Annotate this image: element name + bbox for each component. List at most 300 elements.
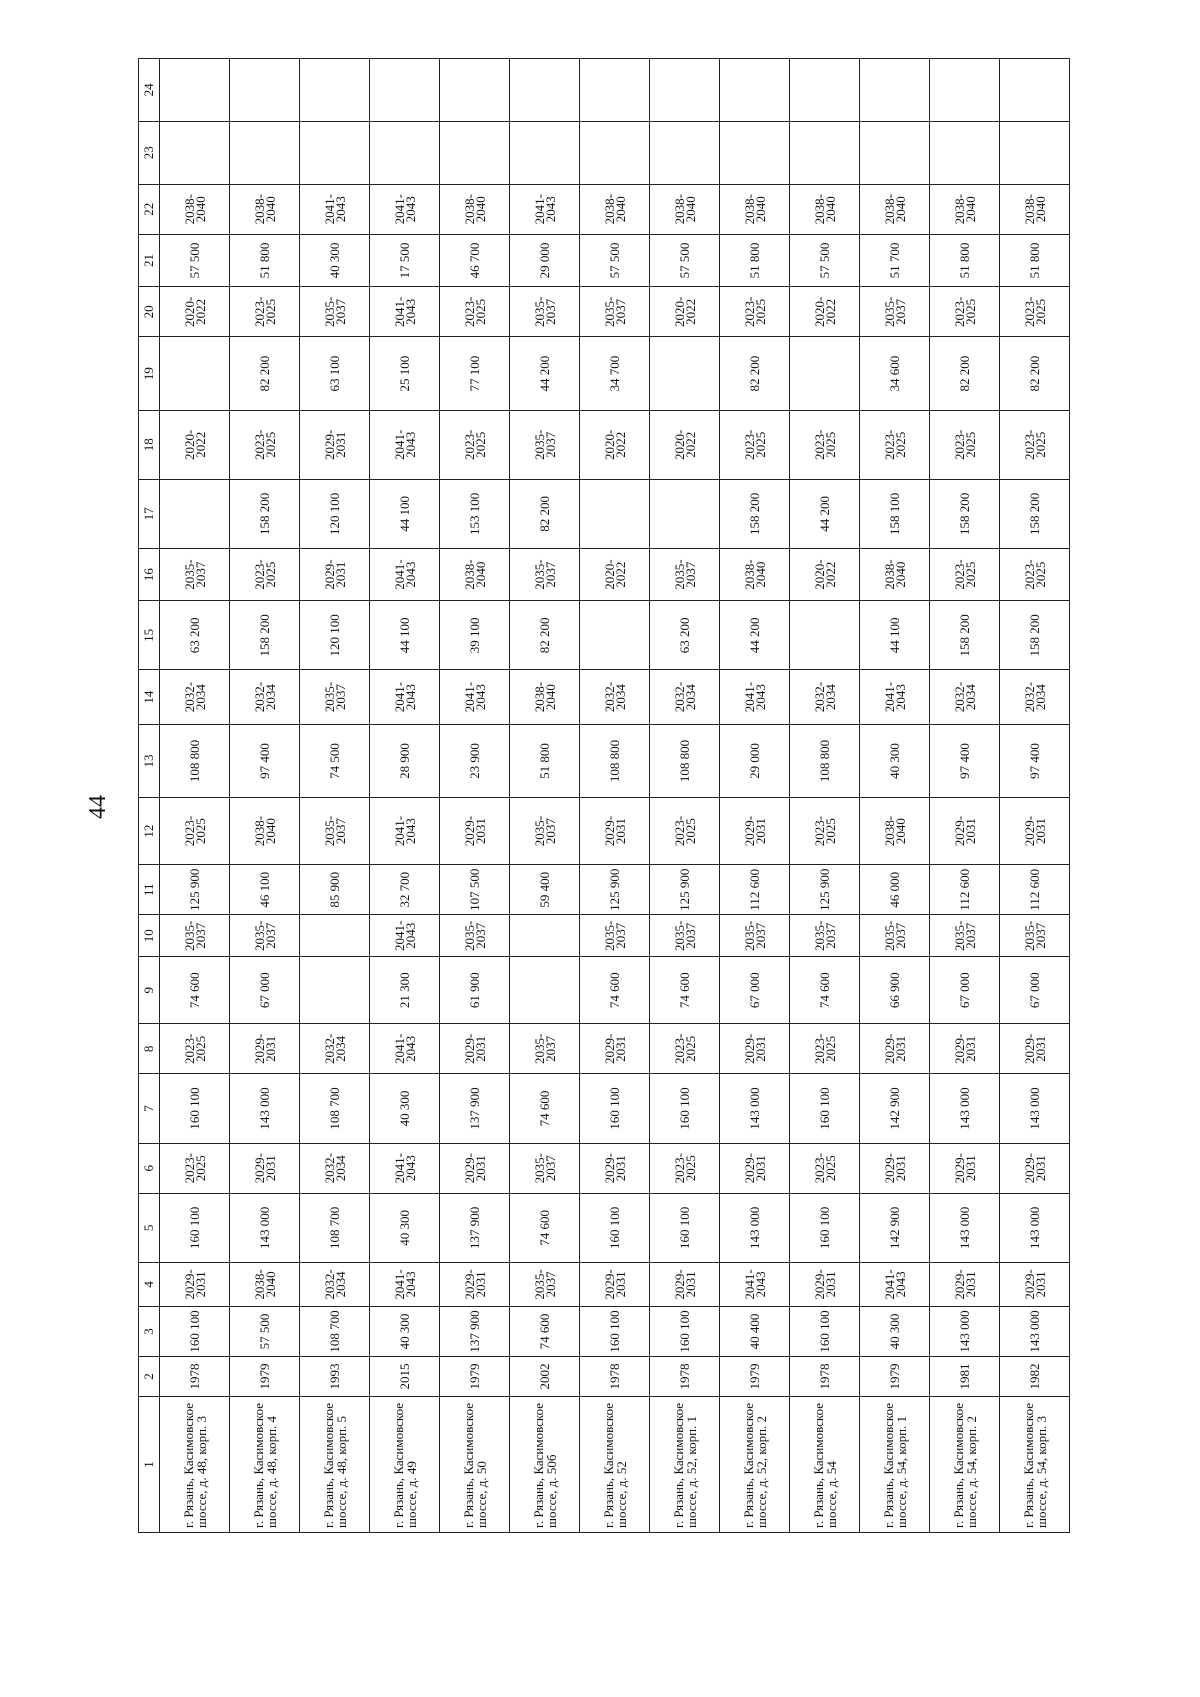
table-cell: 143 000 [230, 1074, 300, 1143]
table-cell: 108 800 [580, 724, 650, 797]
address-cell: г. Рязань, Касимовское шоссе, д. 48, корп. 4 [230, 1396, 300, 1532]
table-cell: 74 600 [650, 957, 720, 1024]
table-cell: 160 100 [650, 1193, 720, 1262]
table-cell: 2041- 2043 [370, 184, 440, 234]
table-cell: 1981 [930, 1357, 1000, 1397]
table-cell: 2038- 2040 [790, 184, 860, 234]
table-cell: 2029- 2031 [860, 1143, 930, 1193]
table-cell: 2032- 2034 [930, 670, 1000, 724]
table-cell: 2029- 2031 [160, 1262, 230, 1306]
table-cell: 2035- 2037 [510, 1024, 580, 1074]
table-cell: 158 200 [230, 479, 300, 548]
table-cell: 2020- 2022 [160, 410, 230, 479]
column-header: 23 [139, 121, 160, 184]
table-cell [860, 59, 930, 122]
table-cell: 2029- 2031 [580, 1262, 650, 1306]
table-cell: 63 100 [300, 337, 370, 410]
table-cell: 2029- 2031 [580, 798, 650, 865]
table-cell: 2029- 2031 [580, 1024, 650, 1074]
table-cell [930, 121, 1000, 184]
table-cell: 108 800 [790, 724, 860, 797]
table-cell: 2029- 2031 [930, 1024, 1000, 1074]
table-cell: 2029- 2031 [650, 1262, 720, 1306]
table-body [160, 59, 1070, 1533]
table-cell: 112 600 [720, 865, 790, 915]
table-cell: 67 000 [720, 957, 790, 1024]
table-cell [1000, 121, 1070, 184]
table-cell: 108 700 [300, 1193, 370, 1262]
column-header: 1 [139, 1396, 160, 1532]
table-cell: 2023- 2025 [230, 410, 300, 479]
table-cell: 2035- 2037 [300, 287, 370, 337]
table-cell: 2041- 2043 [300, 184, 370, 234]
table-cell: 97 400 [230, 724, 300, 797]
table-cell: 2023- 2025 [790, 1143, 860, 1193]
table-cell: 2029- 2031 [440, 1262, 510, 1306]
table-cell: 2041- 2043 [720, 1262, 790, 1306]
table-cell [160, 479, 230, 548]
table-cell: 1979 [720, 1357, 790, 1397]
table-container [138, 58, 1068, 1533]
table-cell: 44 100 [370, 601, 440, 670]
table-cell: 46 100 [230, 865, 300, 915]
table-cell: 39 100 [440, 601, 510, 670]
column-header: 18 [139, 410, 160, 479]
table-cell: 2029- 2031 [440, 798, 510, 865]
table-cell: 40 300 [300, 234, 370, 286]
table-cell [510, 957, 580, 1024]
table-row [790, 59, 860, 1533]
column-header: 9 [139, 957, 160, 1024]
table-cell: 2023- 2025 [720, 410, 790, 479]
table-cell [510, 915, 580, 957]
table-row [440, 59, 510, 1533]
table-cell: 143 000 [230, 1193, 300, 1262]
table-cell: 44 200 [720, 601, 790, 670]
table-cell: 2023- 2025 [1000, 287, 1070, 337]
repair-schedule-table [138, 58, 1070, 1533]
table-cell [790, 337, 860, 410]
table-cell: 2032- 2034 [160, 670, 230, 724]
table-cell: 2002 [510, 1357, 580, 1397]
table-cell: 108 700 [300, 1306, 370, 1356]
table-cell: 1978 [790, 1357, 860, 1397]
table-cell: 74 600 [580, 957, 650, 1024]
table-cell: 2029- 2031 [720, 798, 790, 865]
column-header: 6 [139, 1143, 160, 1193]
table-cell: 74 600 [790, 957, 860, 1024]
table-cell: 59 400 [510, 865, 580, 915]
table-cell [930, 59, 1000, 122]
table-cell: 74 600 [160, 957, 230, 1024]
table-cell: 2015 [370, 1357, 440, 1397]
table-cell: 2029- 2031 [720, 1143, 790, 1193]
table-cell: 2038- 2040 [1000, 184, 1070, 234]
table-cell: 143 000 [720, 1193, 790, 1262]
table-cell: 2023- 2025 [440, 287, 510, 337]
table-cell: 28 900 [370, 724, 440, 797]
address-cell: г. Рязань, Касимовское шоссе, д. 48, корп. 3 [160, 1396, 230, 1532]
table-cell: 2032- 2034 [580, 670, 650, 724]
table-cell: 2029- 2031 [1000, 1262, 1070, 1306]
table-cell [860, 121, 930, 184]
table-cell: 1978 [650, 1357, 720, 1397]
table-cell: 108 700 [300, 1074, 370, 1143]
column-header: 7 [139, 1074, 160, 1143]
column-header: 22 [139, 184, 160, 234]
table-cell [650, 337, 720, 410]
table-cell: 2041- 2043 [440, 670, 510, 724]
table-cell: 23 900 [440, 724, 510, 797]
table-cell: 2035- 2037 [510, 410, 580, 479]
table-cell [440, 121, 510, 184]
table-cell [300, 59, 370, 122]
table-cell: 160 100 [790, 1193, 860, 1262]
table-cell: 51 800 [930, 234, 1000, 286]
table-cell: 160 100 [160, 1193, 230, 1262]
table-header-row [139, 59, 160, 1533]
table-cell: 67 000 [230, 957, 300, 1024]
table-cell: 74 600 [510, 1074, 580, 1143]
table-cell: 158 200 [1000, 601, 1070, 670]
table-cell: 2038- 2040 [860, 184, 930, 234]
table-cell: 74 600 [510, 1193, 580, 1262]
table-cell: 2035- 2037 [1000, 915, 1070, 957]
table-cell [230, 59, 300, 122]
column-header: 20 [139, 287, 160, 337]
table-cell: 2032- 2034 [300, 1143, 370, 1193]
table-cell: 2035- 2037 [510, 1262, 580, 1306]
table-cell: 44 200 [510, 337, 580, 410]
table-cell: 57 500 [230, 1306, 300, 1356]
table-cell [720, 121, 790, 184]
table-cell: 2029- 2031 [230, 1143, 300, 1193]
table-cell: 158 200 [930, 601, 1000, 670]
column-header: 14 [139, 670, 160, 724]
table-cell: 107 500 [440, 865, 510, 915]
table-cell: 2032- 2034 [300, 1262, 370, 1306]
table-cell: 51 800 [230, 234, 300, 286]
table-cell: 2029- 2031 [440, 1024, 510, 1074]
table-cell: 120 100 [300, 601, 370, 670]
table-cell: 1982 [1000, 1357, 1070, 1397]
table-cell: 2029- 2031 [930, 1143, 1000, 1193]
table-cell [580, 479, 650, 548]
table-row [930, 59, 1000, 1533]
table-cell: 2041- 2043 [370, 410, 440, 479]
table-cell: 82 200 [720, 337, 790, 410]
table-cell: 2023- 2025 [160, 1143, 230, 1193]
table-cell: 2035- 2037 [860, 287, 930, 337]
table-cell: 143 000 [1000, 1193, 1070, 1262]
table-cell: 160 100 [580, 1193, 650, 1262]
table-cell: 143 000 [930, 1074, 1000, 1143]
table-cell: 2041- 2043 [370, 1143, 440, 1193]
table-cell [370, 121, 440, 184]
address-cell: г. Рязань, Касимовское шоссе, д. 49 [370, 1396, 440, 1532]
table-cell: 158 200 [230, 601, 300, 670]
table-cell: 2029- 2031 [720, 1024, 790, 1074]
table-cell: 2041- 2043 [370, 1024, 440, 1074]
table-cell: 2029- 2031 [1000, 1143, 1070, 1193]
table-cell [650, 59, 720, 122]
table-cell: 40 300 [370, 1306, 440, 1356]
table-cell [160, 121, 230, 184]
table-cell: 2038- 2040 [860, 798, 930, 865]
table-cell: 2041- 2043 [370, 798, 440, 865]
table-cell: 40 300 [370, 1193, 440, 1262]
address-cell: г. Рязань, Касимовское шоссе, д. 54 [790, 1396, 860, 1532]
table-cell: 63 200 [160, 601, 230, 670]
table-cell: 158 200 [720, 479, 790, 548]
table-cell: 137 900 [440, 1074, 510, 1143]
table-cell: 2035- 2037 [580, 287, 650, 337]
table-cell [790, 59, 860, 122]
table-cell [300, 957, 370, 1024]
address-cell: г. Рязань, Касимовское шоссе, д. 52, корп. 1 [650, 1396, 720, 1532]
table-cell: 44 100 [860, 601, 930, 670]
page-number: 44 [85, 795, 111, 819]
table-cell [510, 59, 580, 122]
table-cell: 2032- 2034 [300, 1024, 370, 1074]
table-cell: 160 100 [160, 1306, 230, 1356]
table-cell [650, 479, 720, 548]
table-row [650, 59, 720, 1533]
table-cell: 1979 [440, 1357, 510, 1397]
table-cell: 108 800 [160, 724, 230, 797]
table-cell: 2023- 2025 [790, 1024, 860, 1074]
table-cell: 2038- 2040 [720, 548, 790, 600]
address-cell: г. Рязань, Касимовское шоссе, д. 50б [510, 1396, 580, 1532]
table-cell: 160 100 [580, 1074, 650, 1143]
table-cell: 2041- 2043 [860, 670, 930, 724]
column-header: 16 [139, 548, 160, 600]
table-cell: 160 100 [650, 1074, 720, 1143]
table-cell: 2023- 2025 [930, 287, 1000, 337]
table-row [510, 59, 580, 1533]
column-header: 4 [139, 1262, 160, 1306]
table-cell: 2038- 2040 [510, 670, 580, 724]
column-header: 13 [139, 724, 160, 797]
table-cell: 2035- 2037 [160, 548, 230, 600]
table-cell: 2038- 2040 [160, 184, 230, 234]
table-cell: 2029- 2031 [300, 410, 370, 479]
table-cell: 2029- 2031 [930, 1262, 1000, 1306]
table-row [160, 59, 230, 1533]
table-cell: 29 000 [720, 724, 790, 797]
table-cell: 137 900 [440, 1193, 510, 1262]
table-cell: 2023- 2025 [790, 798, 860, 865]
table-cell: 2023- 2025 [1000, 548, 1070, 600]
table-cell: 2041- 2043 [720, 670, 790, 724]
table-cell: 40 400 [720, 1306, 790, 1356]
table-cell: 1993 [300, 1357, 370, 1397]
address-cell: г. Рязань, Касимовское шоссе, д. 54, корп. 1 [860, 1396, 930, 1532]
table-cell [580, 601, 650, 670]
table-cell: 120 100 [300, 479, 370, 548]
table-cell: 2038- 2040 [720, 184, 790, 234]
table-cell: 2023- 2025 [230, 287, 300, 337]
table-cell: 137 900 [440, 1306, 510, 1356]
table-cell: 2035- 2037 [160, 915, 230, 957]
table-cell: 82 200 [930, 337, 1000, 410]
table-cell: 2035- 2037 [930, 915, 1000, 957]
table-cell: 2041- 2043 [370, 1262, 440, 1306]
table-cell: 2038- 2040 [930, 184, 1000, 234]
table-cell: 57 500 [790, 234, 860, 286]
table-row [720, 59, 790, 1533]
table-cell: 2032- 2034 [1000, 670, 1070, 724]
table-cell [580, 121, 650, 184]
address-cell: г. Рязань, Касимовское шоссе, д. 48, корп. 5 [300, 1396, 370, 1532]
table-cell [230, 121, 300, 184]
table-cell: 97 400 [1000, 724, 1070, 797]
table-cell: 160 100 [160, 1074, 230, 1143]
table-cell: 66 900 [860, 957, 930, 1024]
table-cell: 25 100 [370, 337, 440, 410]
table-cell: 2020- 2022 [790, 287, 860, 337]
table-cell: 2023- 2025 [160, 1024, 230, 1074]
table-cell: 46 700 [440, 234, 510, 286]
table-cell: 44 100 [370, 479, 440, 548]
table-cell: 143 000 [930, 1193, 1000, 1262]
table-cell [440, 59, 510, 122]
table-cell: 51 800 [510, 724, 580, 797]
table-cell: 40 300 [860, 1306, 930, 1356]
column-header: 5 [139, 1193, 160, 1262]
table-cell: 2023- 2025 [650, 1143, 720, 1193]
table-cell: 158 100 [860, 479, 930, 548]
table-cell: 82 200 [1000, 337, 1070, 410]
table-cell: 112 600 [1000, 865, 1070, 915]
table-cell: 61 900 [440, 957, 510, 1024]
table-cell: 125 900 [580, 865, 650, 915]
table-cell: 143 000 [1000, 1074, 1070, 1143]
column-header: 8 [139, 1024, 160, 1074]
table-cell: 74 500 [300, 724, 370, 797]
table-cell: 44 200 [790, 479, 860, 548]
table-cell: 125 900 [650, 865, 720, 915]
table-cell: 2029- 2031 [930, 798, 1000, 865]
table-row [370, 59, 440, 1533]
table-cell: 2029- 2031 [1000, 1024, 1070, 1074]
table-cell: 2038- 2040 [650, 184, 720, 234]
table-cell: 2035- 2037 [510, 287, 580, 337]
table-cell: 125 900 [160, 865, 230, 915]
table-cell: 82 200 [510, 601, 580, 670]
address-cell: г. Рязань, Касимовское шоссе, д. 54, корп. 2 [930, 1396, 1000, 1532]
table-cell: 160 100 [790, 1306, 860, 1356]
table-cell [790, 121, 860, 184]
table-cell [160, 337, 230, 410]
table-cell: 63 200 [650, 601, 720, 670]
table-cell: 2023- 2025 [650, 798, 720, 865]
table-cell: 40 300 [370, 1074, 440, 1143]
table-cell: 2041- 2043 [370, 915, 440, 957]
table-cell: 142 900 [860, 1074, 930, 1143]
table-cell [1000, 59, 1070, 122]
address-cell: г. Рязань, Касимовское шоссе, д. 50 [440, 1396, 510, 1532]
table-cell: 2035- 2037 [790, 915, 860, 957]
table-cell: 2041- 2043 [510, 184, 580, 234]
table-cell: 67 000 [930, 957, 1000, 1024]
table-cell: 142 900 [860, 1193, 930, 1262]
table-cell: 2035- 2037 [300, 798, 370, 865]
table-cell: 57 500 [580, 234, 650, 286]
table-row [1000, 59, 1070, 1533]
table-cell: 32 700 [370, 865, 440, 915]
table-cell: 77 100 [440, 337, 510, 410]
table-cell: 57 500 [650, 234, 720, 286]
table-cell: 2035- 2037 [510, 548, 580, 600]
table-cell: 2029- 2031 [300, 548, 370, 600]
table-cell [160, 59, 230, 122]
table-cell: 2041- 2043 [860, 1262, 930, 1306]
table-cell: 85 900 [300, 865, 370, 915]
table-cell: 2038- 2040 [230, 184, 300, 234]
table-cell: 2020- 2022 [580, 548, 650, 600]
table-cell: 2020- 2022 [650, 287, 720, 337]
table-cell: 1978 [580, 1357, 650, 1397]
table-cell: 2023- 2025 [930, 410, 1000, 479]
table-cell: 143 000 [1000, 1306, 1070, 1356]
table-cell: 2029- 2031 [440, 1143, 510, 1193]
table-cell: 1979 [230, 1357, 300, 1397]
table-cell [790, 601, 860, 670]
table-cell: 2035- 2037 [650, 548, 720, 600]
column-header: 2 [139, 1357, 160, 1397]
table-cell [580, 59, 650, 122]
column-header: 3 [139, 1306, 160, 1356]
table-cell: 2038- 2040 [580, 184, 650, 234]
table-cell: 158 200 [930, 479, 1000, 548]
table-cell: 2023- 2025 [650, 1024, 720, 1074]
table-cell: 2020- 2022 [790, 548, 860, 600]
table-cell: 125 900 [790, 865, 860, 915]
table-cell: 158 200 [1000, 479, 1070, 548]
table-cell: 57 500 [160, 234, 230, 286]
table-cell: 46 000 [860, 865, 930, 915]
table-cell: 17 500 [370, 234, 440, 286]
table-cell: 2020- 2022 [580, 410, 650, 479]
table-cell: 2020- 2022 [160, 287, 230, 337]
table-cell: 34 700 [580, 337, 650, 410]
table-cell: 74 600 [510, 1306, 580, 1356]
column-header: 19 [139, 337, 160, 410]
table-cell: 160 100 [790, 1074, 860, 1143]
table-cell: 2023- 2025 [230, 548, 300, 600]
table-cell: 2023- 2025 [440, 410, 510, 479]
table-cell: 153 100 [440, 479, 510, 548]
table-cell: 2023- 2025 [930, 548, 1000, 600]
table-cell: 97 400 [930, 724, 1000, 797]
table-cell: 67 000 [1000, 957, 1070, 1024]
table-cell: 82 200 [230, 337, 300, 410]
table-cell: 2029- 2031 [230, 1024, 300, 1074]
table-cell: 2029- 2031 [580, 1143, 650, 1193]
table-cell: 2041- 2043 [370, 670, 440, 724]
table-cell: 143 000 [930, 1306, 1000, 1356]
address-cell: г. Рязань, Касимовское шоссе, д. 52, корп. 2 [720, 1396, 790, 1532]
table-cell: 108 800 [650, 724, 720, 797]
table-cell: 2029- 2031 [1000, 798, 1070, 865]
table-cell [370, 59, 440, 122]
table-cell: 2035- 2037 [650, 915, 720, 957]
table-cell: 2032- 2034 [230, 670, 300, 724]
table-cell: 2035- 2037 [720, 915, 790, 957]
table-cell: 2041- 2043 [370, 548, 440, 600]
table-cell: 82 200 [510, 479, 580, 548]
